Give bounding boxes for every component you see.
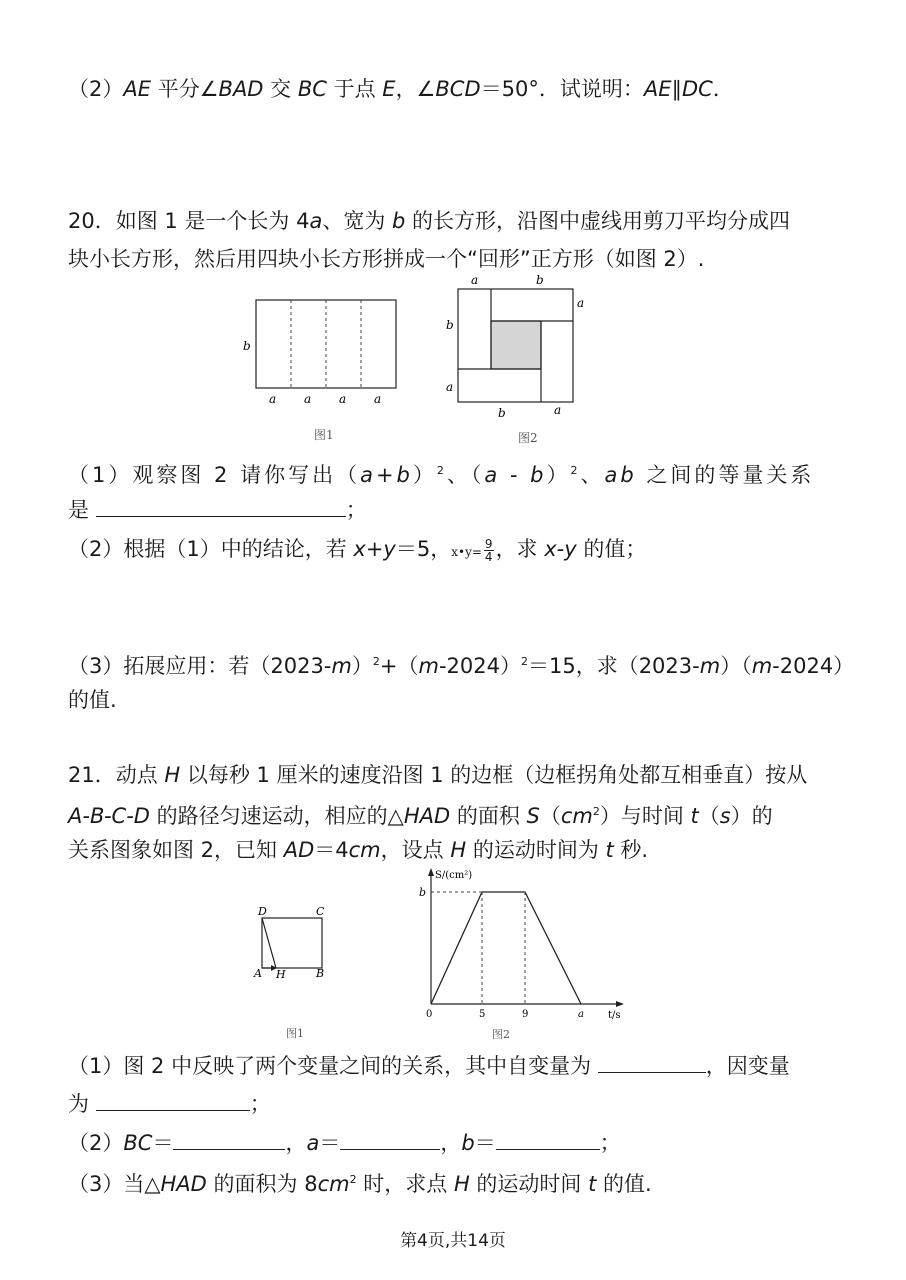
- q20-part3-line2: 的值.: [68, 688, 117, 712]
- fig2-top-label: b: [536, 274, 544, 287]
- fig1-bottom-label: a: [269, 392, 277, 406]
- q20-figure-2: [440, 274, 590, 450]
- q20-part3-line1: （3）拓展应用：若$(2023-m)^2+(m-2024)^2=15$，求（2023-m）（m-2024）: [68, 654, 855, 678]
- x-tick: a: [578, 1009, 584, 1020]
- q19-part2-line: （2）AE 平分∠BAD 交 BC 于点 E，∠BCD＝50°．试说明：AE∥DC．: [68, 77, 734, 101]
- q21-figure-1: [250, 900, 340, 1045]
- q21-line1: 21．动点 H 以每秒 1 厘米的速度沿图 1 的边框（边框拐角处都互相垂直）按从: [68, 763, 808, 787]
- y-axis-label: S/(cm²): [435, 870, 473, 881]
- q21-part1-line2: 为 ；: [68, 1088, 271, 1119]
- x-tick: 5: [479, 1009, 486, 1020]
- q20-part1-line1: （1）观察图 2 请你写出$(a+b)^2$、（a - b）$^2$、ab 之间的等量关系: [68, 463, 815, 487]
- answer-blank[interactable]: [96, 494, 346, 517]
- answer-blank[interactable]: [340, 1127, 440, 1150]
- fig2-right-label: a: [577, 296, 585, 310]
- x-tick: 0: [426, 1009, 433, 1020]
- fig2-caption: 图2: [518, 431, 538, 445]
- fig2-bottom-label: a: [554, 403, 562, 417]
- page-number-footer: 第4页,共14页: [400, 1231, 506, 1251]
- x-axis-arrow-icon: [616, 1001, 624, 1007]
- center-shaded-square: [491, 321, 541, 369]
- fig2-left-label: b: [446, 318, 454, 332]
- svg-text:B: B: [316, 967, 325, 980]
- fig1-bottom-label: a: [339, 392, 347, 406]
- q20-figure-1: [236, 292, 406, 450]
- fig1-caption: 图1: [286, 1027, 304, 1040]
- segment-dh: [262, 918, 276, 968]
- q21-line2: A-B-C-D 的路径匀速运动，相应的△HAD 的面积 $S(cm^2)$与时间 t（s）的: [68, 804, 773, 828]
- answer-blank[interactable]: [173, 1127, 285, 1150]
- x-tick: 9: [522, 1009, 529, 1020]
- area-time-curve: [431, 892, 581, 1004]
- fig1-side-label: b: [243, 339, 251, 353]
- q21-line3: 关系图象如图 2，已知 AD＝4cm，设点 H 的运动时间为 t 秒.: [68, 838, 649, 862]
- q20-part1-line2: 是 ；: [68, 494, 367, 525]
- q21-part3-line: （3）当△HAD 的面积为 $8cm^2$ 时，求点 H 的运动时间 t 的值.: [68, 1172, 652, 1196]
- fig1-caption: 图1: [314, 428, 334, 442]
- q20-line2: 块小长方形，然后用四块小长方形拼成一个“回形”正方形（如图 2）.: [68, 247, 705, 271]
- fig1-bottom-label: a: [374, 392, 382, 406]
- svg-text:H: H: [276, 968, 286, 981]
- svg-text:C: C: [316, 905, 325, 918]
- q20-part2-line: （2）根据（1）中的结论，若 x+y＝5，x•y= $\frac{9}{4}$ ，求 x-y 的值；: [68, 536, 647, 564]
- fraction-nine-quarters: $\frac{9}{4}$: [484, 536, 493, 564]
- answer-blank[interactable]: [496, 1127, 600, 1150]
- fig1-bottom-label: a: [304, 392, 312, 406]
- fig2-left-label: a: [446, 380, 454, 394]
- svg-text:A: A: [254, 967, 262, 980]
- fig2-top-label: a: [471, 274, 479, 287]
- q21-part1-line1: （1）图 2 中反映了两个变量之间的关系，其中自变量为 ，因变量: [68, 1050, 790, 1081]
- q21-part2-line: （2）BC＝ ，a＝ ，b＝ ；: [68, 1127, 621, 1158]
- fig2-bottom-label: b: [498, 406, 506, 420]
- x-axis-label: t/s: [608, 1010, 621, 1021]
- svg-text:D: D: [258, 905, 267, 918]
- q20-line1: 20．如图 1 是一个长为 4a、宽为 b 的长方形，沿图中虚线用剪刀平均分成四: [68, 209, 791, 233]
- q21-figure-2-graph: [405, 866, 630, 1044]
- rectangle-abcd: [262, 918, 322, 968]
- answer-blank[interactable]: [598, 1050, 706, 1073]
- fig2-caption: 图2: [492, 1028, 510, 1041]
- y-axis-arrow-icon: [428, 868, 434, 876]
- y-tick-b: b: [419, 886, 427, 899]
- answer-blank[interactable]: [96, 1088, 250, 1111]
